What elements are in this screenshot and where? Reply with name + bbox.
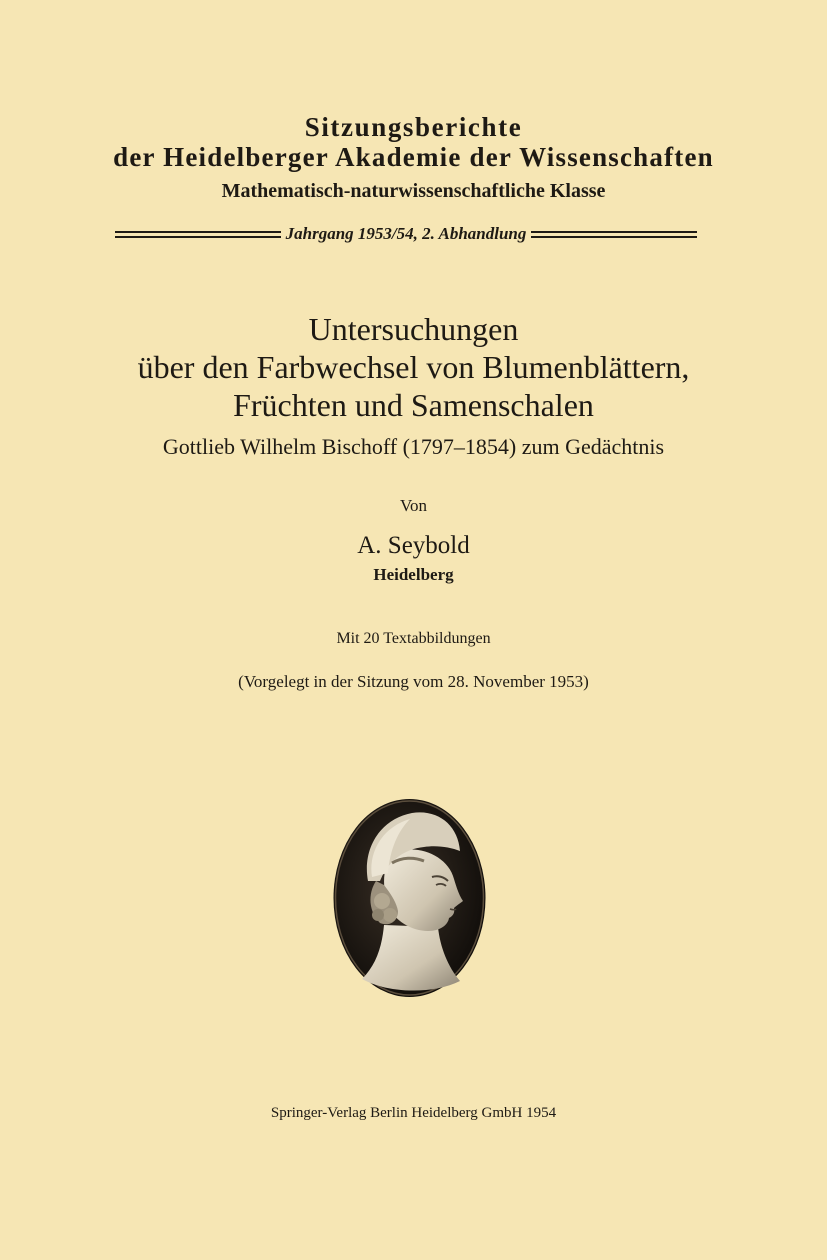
author-place: Heidelberg: [373, 565, 454, 584]
series-title: Sitzungsberichte: [304, 112, 523, 142]
by-label: Von: [399, 496, 428, 515]
double-rule-left: [115, 231, 281, 238]
double-rule-right: [531, 231, 697, 238]
work-title-line-2: über den Farbwechsel von Blumenblättern,: [137, 349, 690, 385]
work-title: [0, 310, 827, 424]
work-title-line-1: Untersuchungen: [308, 311, 519, 347]
volume-label: Jahrgang 1953/54, 2. Abhandlung: [285, 224, 527, 243]
work-title-line-3: Früchten und Samenschalen: [233, 387, 594, 423]
dedication: Gottlieb Wilhelm Bischoff (1797–1854) zum Gedächtnis: [162, 434, 665, 459]
figures-note: Mit 20 Textabbildungen: [336, 630, 491, 647]
series-subtitle: der Heidelberger Akademie der Wissenschaften: [113, 142, 714, 172]
athena-cameo-emblem: [332, 797, 487, 999]
author-name: A. Seybold: [357, 532, 470, 559]
publisher-imprint: Springer-Verlag Berlin Heidelberg GmbH 1954: [270, 1105, 557, 1121]
presented-note: (Vorgelegt in der Sitzung vom 28. November 1953): [238, 672, 589, 691]
volume-rule-row: [115, 222, 697, 246]
series-class: Mathematisch-naturwissenschaftliche Klasse: [221, 180, 606, 202]
